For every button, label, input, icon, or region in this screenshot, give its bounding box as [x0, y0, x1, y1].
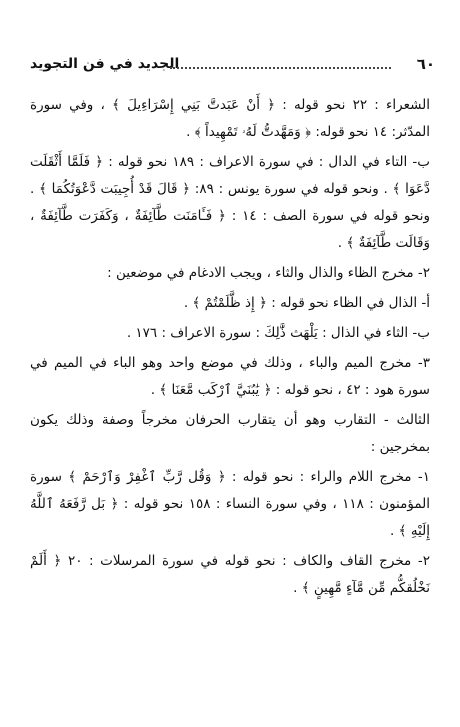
paragraph-tha-in-dhal: ب- الثاء في الذال : يَلْهَث ذَّٰلِكَ : سورة الاعراف : ١٧٦ .	[126, 325, 430, 341]
paragraph-qaf-kaf: ٢- مخرج القاف والكاف : نحو قوله في سورة المرسلات : ٢٠ ﴿ أَلَمْ نَخْلُقكُّم مِّن مَّآءٍ مَّهِينٍ ﴾ .	[30, 553, 430, 596]
header-dotted-leader	[170, 67, 391, 69]
paragraph-shuara-muddathir: الشعراء : ٢٢ نحو قوله : ﴿ أَنْ عَبَدتَّ بَنِي إِسْرَاءِيلَ ﴾ ، وفي سورة المدّثر: ١٤ نحو قوله: ﴿ وَمَهَّدتُّ لَهُۥ تَمْهِيداً ﴾ .	[30, 97, 431, 140]
running-header	[30, 56, 435, 78]
paragraph-ta-in-dal: ب- التاء في الدال : في سورة الاعراف : ١٨٩ نحو قوله : ﴿ فَلَمَّا أَثْقَلَت دَّعَوَا ﴾ . ونحو قوله في سورة يونس : ٨٩: ﴿ قَالَ قَدْ أُجِيبَت دَّعْوَتُكُمَا ﴾ . ونحو قوله في سورة الصف : ١٤ : ﴿ فَـَٔامَنَت طَّآئِفَةٌ ، وَكَفَرَت طَّآئِفَةٌ ، وَقَالَت طَّآئِفَةٌ ﴾ .	[30, 154, 430, 251]
running-title: الجديد في فن التجويد	[30, 56, 180, 72]
paragraph-taqarub-heading: الثالث - التقارب وهو أن يتقارب الحرفان مخرجاً وصفة وذلك يكون بمخرجين :	[30, 412, 430, 455]
paragraph-zha-dhal-tha-heading: ٢- مخرج الظاء والذال والثاء ، ويجب الادغام في موضعين :	[107, 265, 430, 281]
paragraph-dhal-in-zha: أ- الذال في الظاء نحو قوله : ﴿ إِذ ظَّلَمْتُمْ ﴾ .	[183, 295, 430, 311]
page-number: ٦٠	[416, 55, 435, 73]
paragraph-lam-ra: ١- مخرج اللام والراء : نحو قوله : ﴿ وَقُل رَّبِّ ٱغْفِرْ وَٱرْحَمْ ﴾ سورة المؤمنون : ١١٨ ، وفي سورة النساء : ١٥٨ نحو قوله : ﴿ بَل رَّفَعَهُ ٱللَّهُ إِلَيْهِ ﴾ .	[30, 469, 430, 539]
body-text	[30, 92, 430, 605]
paragraph-mim-ba: ٣- مخرج الميم والباء ، وذلك في موضع واحد وهو الباء في الميم في سورة هود : ٤٢ ، نحو قوله : ﴿ يَٰبُنَيَّ ٱرْكَب مَّعَنَا ﴾ .	[30, 355, 430, 398]
